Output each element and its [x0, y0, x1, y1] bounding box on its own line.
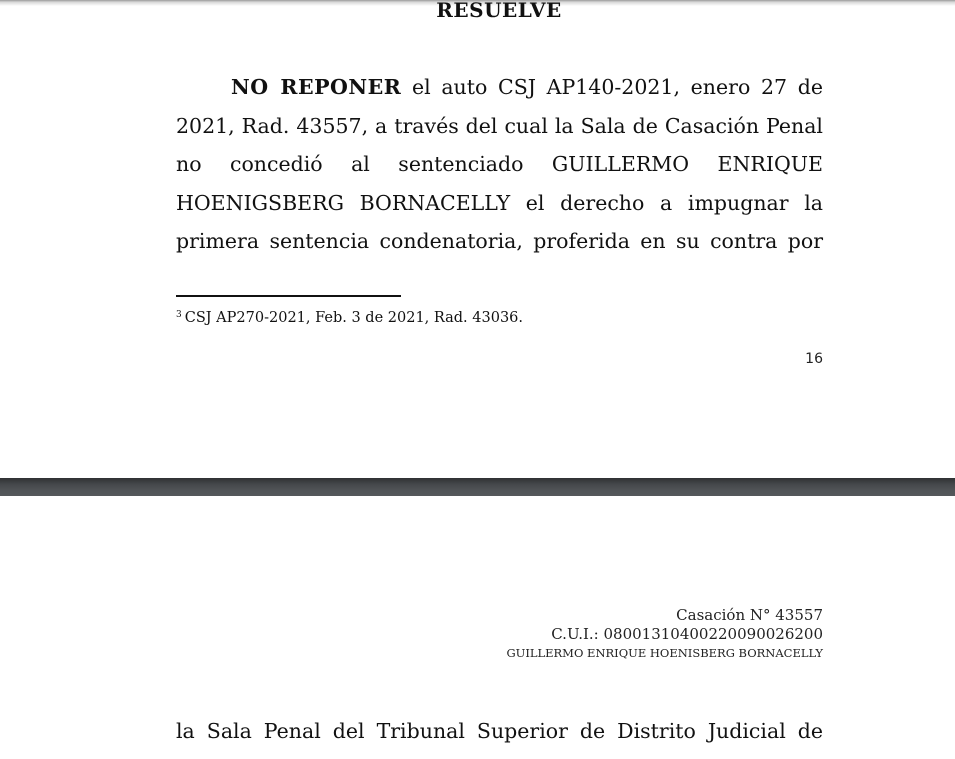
- line-text: el auto CSJ AP140-2021, enero 27 de: [401, 75, 823, 99]
- footnote-separator: [176, 295, 401, 297]
- running-header: [506, 606, 823, 662]
- case-number: Casación N° 43557: [676, 606, 823, 624]
- resolution-paragraph: [176, 68, 823, 261]
- page-number: 16: [805, 351, 823, 367]
- section-heading: RESUELVE: [436, 0, 562, 22]
- paragraph-line: HOENIGSBERG BORNACELLY el derecho a impugnar la: [176, 190, 823, 215]
- paragraph-line: la Sala Penal del Tribunal Superior de Distrito Judicial de: [176, 719, 823, 743]
- footnote-marker: 3: [176, 310, 182, 320]
- bold-phrase: NO REPONER: [231, 75, 402, 99]
- footnote-text: CSJ AP270-2021, Feb. 3 de 2021, Rad. 43036.: [184, 310, 524, 326]
- paragraph-line: no concedió al sentenciado GUILLERMO ENRIQUE: [176, 152, 823, 176]
- page-separator: [0, 478, 955, 496]
- page-17: [0, 496, 955, 759]
- footnote: [176, 305, 523, 328]
- paragraph-line: [176, 68, 823, 107]
- paragraph-line: 2021, Rad. 43557, a través del cual la Sala de Casación Penal: [176, 113, 823, 138]
- continued-paragraph: [176, 712, 823, 751]
- paragraph-line: primera sentencia condenatoria, proferida en su contra por: [176, 229, 823, 253]
- defendant-name: GUILLERMO ENRIQUE HOENISBERG BORNACELLY: [506, 646, 823, 660]
- cui-number: C.U.I.: 08001310400220090026200: [551, 625, 823, 643]
